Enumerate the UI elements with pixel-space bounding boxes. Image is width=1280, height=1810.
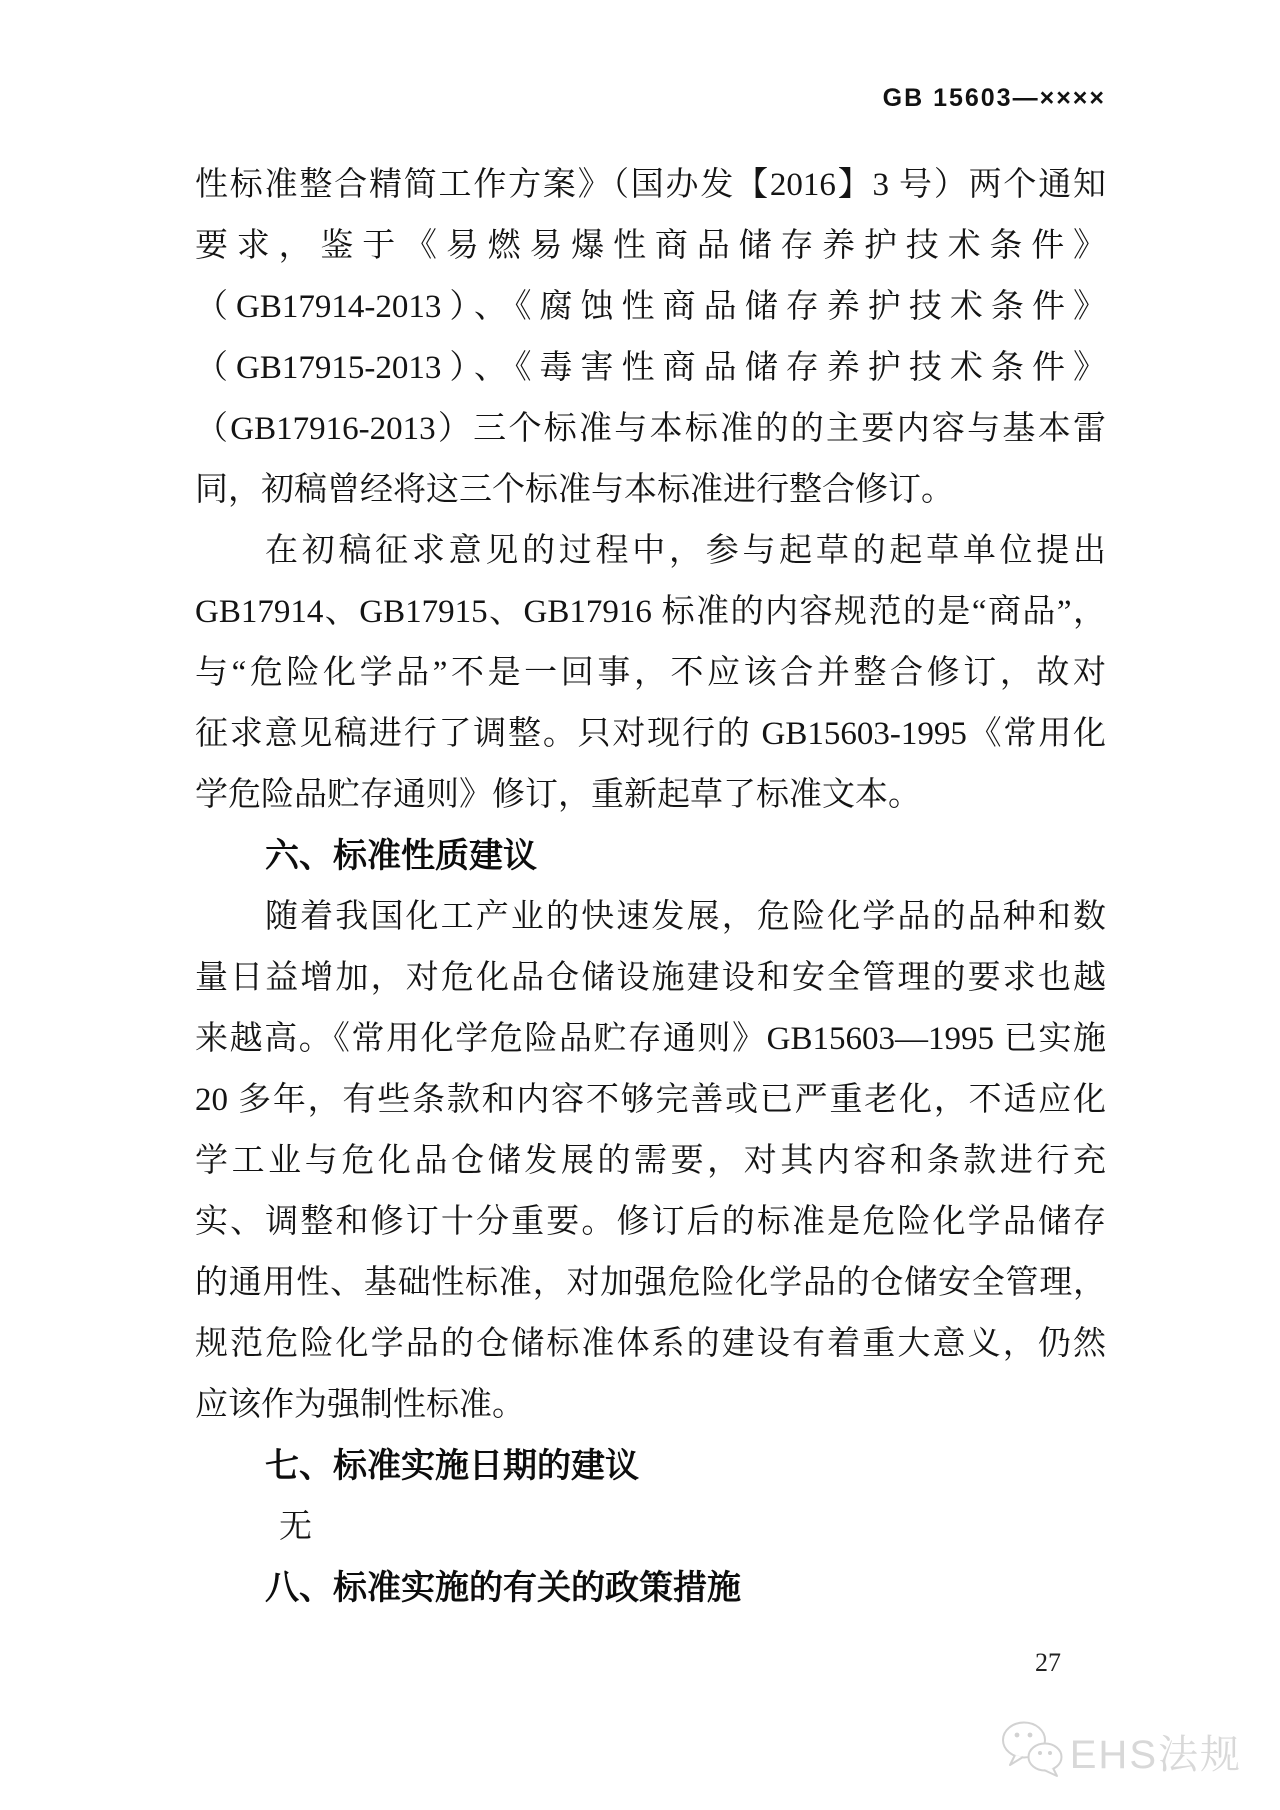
text-line: （GB17916-2013）三个标准与本标准的的主要内容与基本雷 [195, 411, 1106, 447]
text-line: 实、调整和修订十分重要。修订后的标准是危险化学品储存 [195, 1204, 1106, 1240]
standard-number-header: GB 15603—×××× [882, 84, 1106, 112]
text-line: 的通用性、基础性标准，对加强危险化学品的仓储安全管理， [195, 1265, 1106, 1301]
text-line: 来越高。《常用化学危险品贮存通则》GB15603—1995 已实施 [195, 1021, 1106, 1057]
text-line: 随着我国化工产业的快速发展，危险化学品的品种和数 [265, 899, 1106, 935]
text-line: 无 [279, 1509, 312, 1545]
watermark-label: EHS法规 [1069, 1733, 1242, 1777]
text-line: 学危险品贮存通则》修订，重新起草了标准文本。 [195, 777, 921, 813]
text-line: 同，初稿曾经将这三个标准与本标准进行整合修订。 [195, 472, 954, 508]
section-heading: 七、标准实施日期的建议 [265, 1447, 639, 1485]
text-line: （GB17914-2013）、《腐蚀性商品储存养护技术条件》 [195, 289, 1106, 325]
text-line: 学工业与危化品仓储发展的需要，对其内容和条款进行充 [195, 1143, 1106, 1179]
text-line: （GB17915-2013）、《毒害性商品储存养护技术条件》 [195, 350, 1106, 386]
text-line: 应该作为强制性标准。 [195, 1387, 525, 1423]
section-heading: 六、标准性质建议 [265, 837, 537, 875]
text-line: GB17914、GB17915、GB17916 标准的内容规范的是“商品”， [195, 594, 1106, 630]
document-body [195, 155, 1106, 1619]
text-line: 规范危险化学品的仓储标准体系的建设有着重大意义，仍然 [195, 1326, 1106, 1362]
text-line: 量日益增加，对危化品仓储设施建设和安全管理的要求也越 [195, 960, 1106, 996]
page-number: 27 [1035, 1648, 1061, 1677]
text-line: 20 多年，有些条款和内容不够完善或已严重老化，不适应化 [195, 1082, 1106, 1118]
watermark [1000, 1720, 1242, 1783]
text-line: 在初稿征求意见的过程中，参与起草的起草单位提出 [265, 533, 1106, 569]
text-line: 与“危险化学品”不是一回事，不应该合并整合修订，故对 [195, 655, 1106, 691]
wechat-icon [1000, 1720, 1066, 1783]
section-heading: 八、标准实施的有关的政策措施 [265, 1569, 741, 1607]
text-line: 要求，鉴于《易燃易爆性商品储存养护技术条件》 [195, 228, 1106, 264]
text-line: 征求意见稿进行了调整。只对现行的 GB15603-1995《常用化 [195, 716, 1106, 752]
text-line: 性标准整合精简工作方案》（国办发【2016】3 号）两个通知 [195, 167, 1106, 203]
